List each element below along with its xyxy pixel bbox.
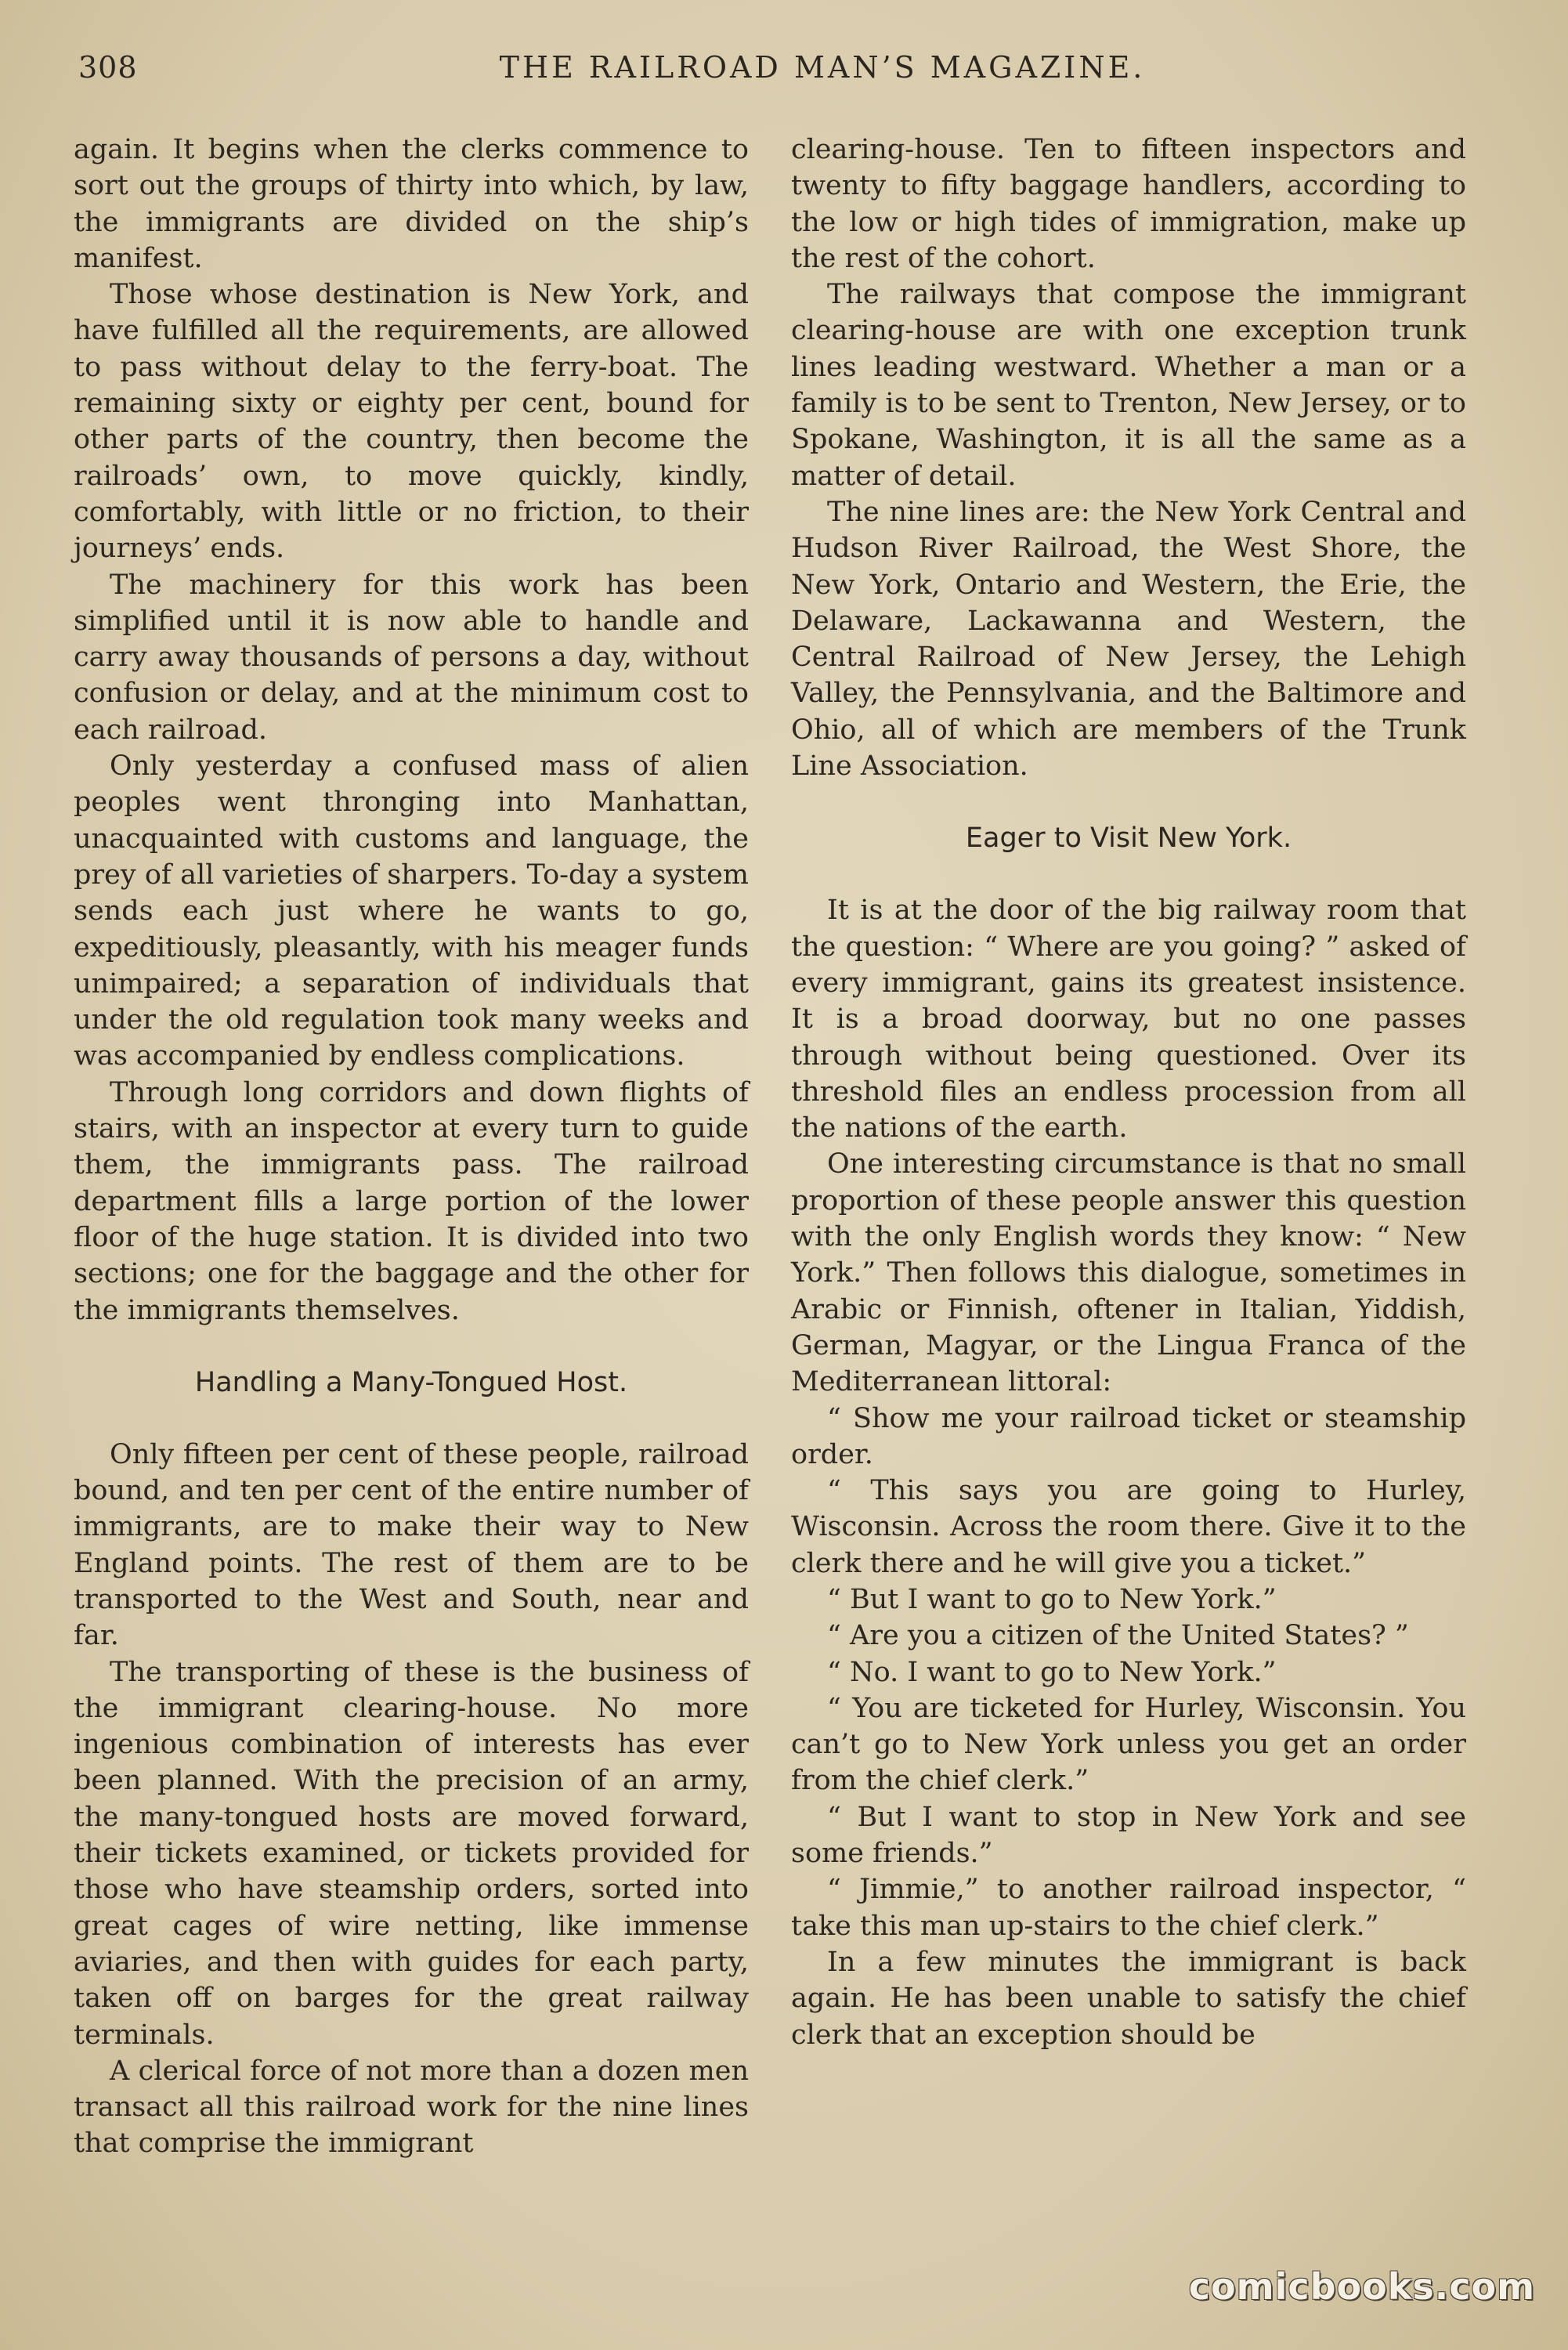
paragraph: “ But I want to stop in New York and see some friends.”: [791, 1801, 1466, 1870]
paragraph: Those whose destination is New York, and have fulfilled all the requirements, are allowed to pass without delay to the ferry-boat. The remaining sixty or eighty per cent, bound for other parts of the country, then become the railroads’ own, to move quickly, kindly, comfortably, with little or no friction, to their journeys’ ends.: [74, 279, 749, 565]
page-header: [78, 50, 1488, 97]
paragraph: One interesting circumstance is that no small proportion of these people answer this question with the only English words they know: “ New York.” Then follows this dialogue, sometimes in Arabic or Finnish, oftener in Italian, Yiddish, German, Magyar, or the Lingua Franca of the Mediterranean littoral:: [791, 1148, 1466, 1398]
watermark-logo: comicbooks.com: [1188, 2265, 1535, 2308]
paragraph: Only yesterday a confused mass of alien peoples went thronging into Manhattan, unacquainted with customs and language, the prey of all varieties of sharpers. To-day a system sends each just where he wants to go, expeditiously, pleasantly, with his meager funds unimpaired; a separation of individuals that under the old regulation took many weeks and was accompanied by endless complications.: [74, 750, 749, 1072]
section-heading: Handling a Many-Tongued Host.: [194, 1366, 628, 1398]
paragraph: Only fifteen per cent of these people, railroad bound, and ten per cent of the entire number of immigrants, are to make their way to New England points. The rest of them are to be transported to the West and South, near and far.: [74, 1438, 749, 1652]
paragraph: “ No. I want to go to New York.”: [827, 1656, 1277, 1688]
paragraph: In a few minutes the immigrant is back again. He has been unable to satisfy the chief clerk that an exception should be: [791, 1946, 1466, 2051]
paragraph: “ This says you are going to Hurley, Wisconsin. Across the room there. Give it to the clerk there and he will give you a ticket.”: [791, 1475, 1466, 1579]
paragraph: “ Jimmie,” to another railroad inspector, “ take this man up-stairs to the chief clerk.”: [791, 1874, 1466, 1942]
paragraph: The machinery for this work has been simplified until it is now able to handle and carry away thousands of persons a day, without confusion or delay, and at the minimum cost to each railroad.: [74, 569, 749, 746]
paragraph: It is at the door of the big railway room that the question: “ Where are you going? ” asked of every immigrant, gains its greatest insistence. It is a broad doorway, but no one passes through without being questioned. Over its threshold files an endless procession from all the nations of the earth.: [791, 895, 1466, 1144]
paragraph: “ Show me your railroad ticket or steamship order.: [791, 1402, 1466, 1470]
paragraph: The railways that compose the immigrant clearing-house are with one exception trunk lines leading westward. Whether a man or a family is to be sent to Trenton, New Jersey, or to Spokane, Washington, it is all the same as a matter of detail.: [791, 279, 1466, 492]
paragraph: Through long corridors and down flights of stairs, with an inspector at every turn to guide them, the immigrants pass. The railroad department fills a large portion of the lower floor of the huge station. It is divided into two sections; one for the baggage and the other for the immigrants themselves.: [74, 1076, 749, 1326]
right-column: [791, 132, 1466, 2053]
paragraph: “ Are you a citizen of the United States? ”: [827, 1620, 1409, 1652]
section-heading: Eager to Visit New York.: [965, 822, 1292, 855]
paragraph: A clerical force of not more than a dozen men transact all this railroad work for the nine lines that comprise the immigrant: [74, 2055, 749, 2160]
paragraph: The transporting of these is the business of the immigrant clearing-house. No more ingenious combination of interests has ever been planned. With the precision of an army, the many-tongued hosts are moved forward, their tickets examined, or tickets provided for those who have steamship orders, sorted into great cages of wire netting, like immense aviaries, and then with guides for each party, taken off on barges for the great railway terminals.: [74, 1656, 749, 2051]
paragraph: “ But I want to go to New York.”: [827, 1583, 1277, 1615]
paragraph: “ You are ticketed for Hurley, Wisconsin. You can’t go to New York unless you get an order from the chief clerk.”: [791, 1692, 1466, 1797]
paragraph: clearing-house. Ten to fifteen inspectors and twenty to fifty baggage handlers, according to the low or high tides of immigration, make up the rest of the cohort.: [791, 134, 1466, 274]
left-column: [74, 132, 749, 2162]
page-number: 308: [78, 50, 138, 85]
paragraph: The nine lines are: the New York Central and Hudson River Railroad, the West Shore, the New York, Ontario and Western, the Erie, the Delaware, Lackawanna and Western, the Central Railroad of New Jersey, the Lehigh Valley, the Pennsylvania, and the Baltimore and Ohio, all of which are members of the Trunk Line Association.: [791, 496, 1466, 783]
running-title: THE RAILROAD MAN’S MAGAZINE.: [499, 50, 1146, 85]
paragraph: again. It begins when the clerks commence to sort out the groups of thirty into which, by law, the immigrants are divided on the ship’s manifest.: [74, 134, 749, 274]
